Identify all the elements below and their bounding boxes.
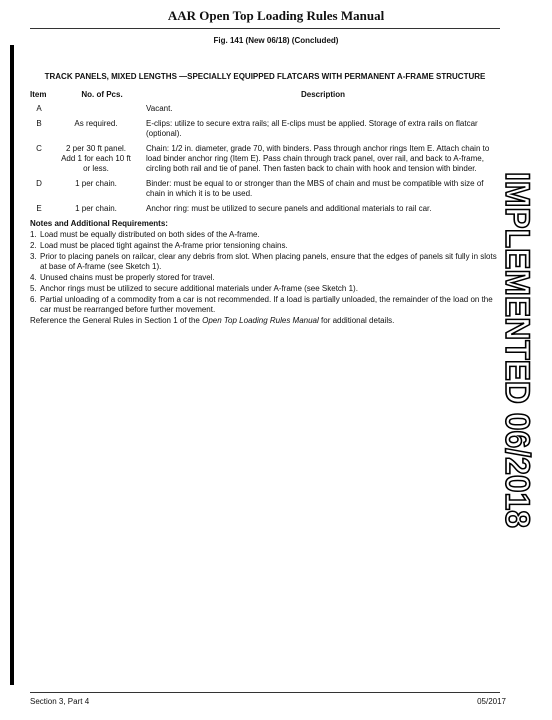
note-text: Partial unloading of a commodity from a car is not recommended. If a load is partially unloaded, the remainder of the load on the car must be rearranged before further movement.: [40, 295, 493, 314]
table-row: [30, 144, 500, 179]
pcs-cell: As required.: [74, 119, 118, 128]
column-header-description: Description: [300, 90, 345, 99]
table-header-row: [30, 90, 500, 104]
note-number: 4.: [30, 273, 37, 282]
note-item: [30, 295, 500, 315]
note-item: [30, 284, 500, 294]
table-title: TRACK PANELS, MIXED LENGTHS —SPECIALLY EQUIPPED FLATCARS WITH PERMANENT A-FRAME STRUCTURE: [44, 72, 486, 81]
revision-bar: [10, 45, 14, 685]
note-item: [30, 241, 500, 251]
item-cell: E: [36, 204, 42, 213]
notes-heading: Notes and Additional Requirements:: [30, 219, 168, 228]
footer-divider: [30, 692, 500, 693]
table-row: [30, 204, 500, 219]
description-cell: Vacant.: [146, 104, 173, 113]
footer-section: Section 3, Part 4: [30, 697, 90, 706]
note-number: 6.: [30, 295, 37, 304]
note-item: [30, 273, 500, 283]
column-header-item: Item: [30, 90, 47, 99]
description-cell: E-clips: utilize to secure extra rails; all E-clips must be applied. Storage of extra rails on flatcar (optional).: [146, 119, 478, 138]
description-cell: Binder: must be equal to or stronger than the MBS of chain and must be compatible with size of chain in which it is to be used.: [146, 179, 484, 198]
reference-suffix: for additional details.: [318, 316, 395, 325]
implemented-stamp-text: IMPLEMENTED 06/2018: [498, 172, 536, 552]
note-number: 3.: [30, 252, 37, 261]
pcs-cell: 1 per chain.: [75, 204, 117, 213]
note-text: Anchor rings must be utilized to secure additional materials under A-frame (see Sketch 1).: [40, 284, 358, 293]
item-cell: B: [36, 119, 42, 128]
note-text: Load must be equally distributed on both sides of the A-frame.: [40, 230, 260, 239]
note-number: 2.: [30, 241, 37, 250]
column-header-pcs: No. of Pcs.: [81, 90, 123, 99]
pcs-cell: 2 per 30 ft panel. Add 1 for each 10 ft or less.: [61, 144, 131, 173]
item-cell: A: [36, 104, 42, 113]
note-text: Unused chains must be properly stored for travel.: [40, 273, 215, 282]
figure-caption: Fig. 141 (New 06/18) (Concluded): [213, 36, 339, 45]
header-divider: [30, 28, 500, 29]
note-text: Prior to placing panels on railcar, clear any debris from slot. When placing panels, ensure that the edges of panels sit fully in slots at base of A-frame (see Sketch 1).: [40, 252, 497, 271]
pcs-cell: 1 per chain.: [75, 179, 117, 188]
description-cell: Anchor ring: must be utilized to secure panels and additional materials to rail car.: [146, 204, 432, 213]
reference-manual-title: Open Top Loading Rules Manual: [202, 316, 319, 325]
note-number: 1.: [30, 230, 37, 239]
reference-prefix: Reference the General Rules in Section 1 of the: [30, 316, 203, 325]
pcs-cell: [58, 104, 146, 119]
note-text: Load must be placed tight against the A-frame prior tensioning chains.: [40, 241, 288, 250]
description-cell: Chain: 1/2 in. diameter, grade 70, with binders. Pass through anchor rings Item E. Attach chain to load binder anchor ring (Item E). Pass chain through track panel, over rail, and back to A-frame, circling both rail and tie of panel. Then fasten back to chain with hook and tension with binder.: [146, 144, 490, 173]
note-item: [30, 252, 500, 272]
note-item: [30, 230, 500, 240]
document-body: [30, 72, 500, 326]
implemented-stamp: [484, 160, 552, 560]
item-cell: D: [36, 179, 42, 188]
items-table: [30, 90, 500, 219]
table-row: [30, 104, 500, 119]
note-number: 5.: [30, 284, 37, 293]
table-row: [30, 179, 500, 204]
page-header-title: AAR Open Top Loading Rules Manual: [167, 8, 385, 23]
footer-date: 05/2017: [477, 697, 506, 706]
table-row: [30, 119, 500, 144]
reference-line: [30, 316, 500, 326]
item-cell: C: [36, 144, 42, 153]
